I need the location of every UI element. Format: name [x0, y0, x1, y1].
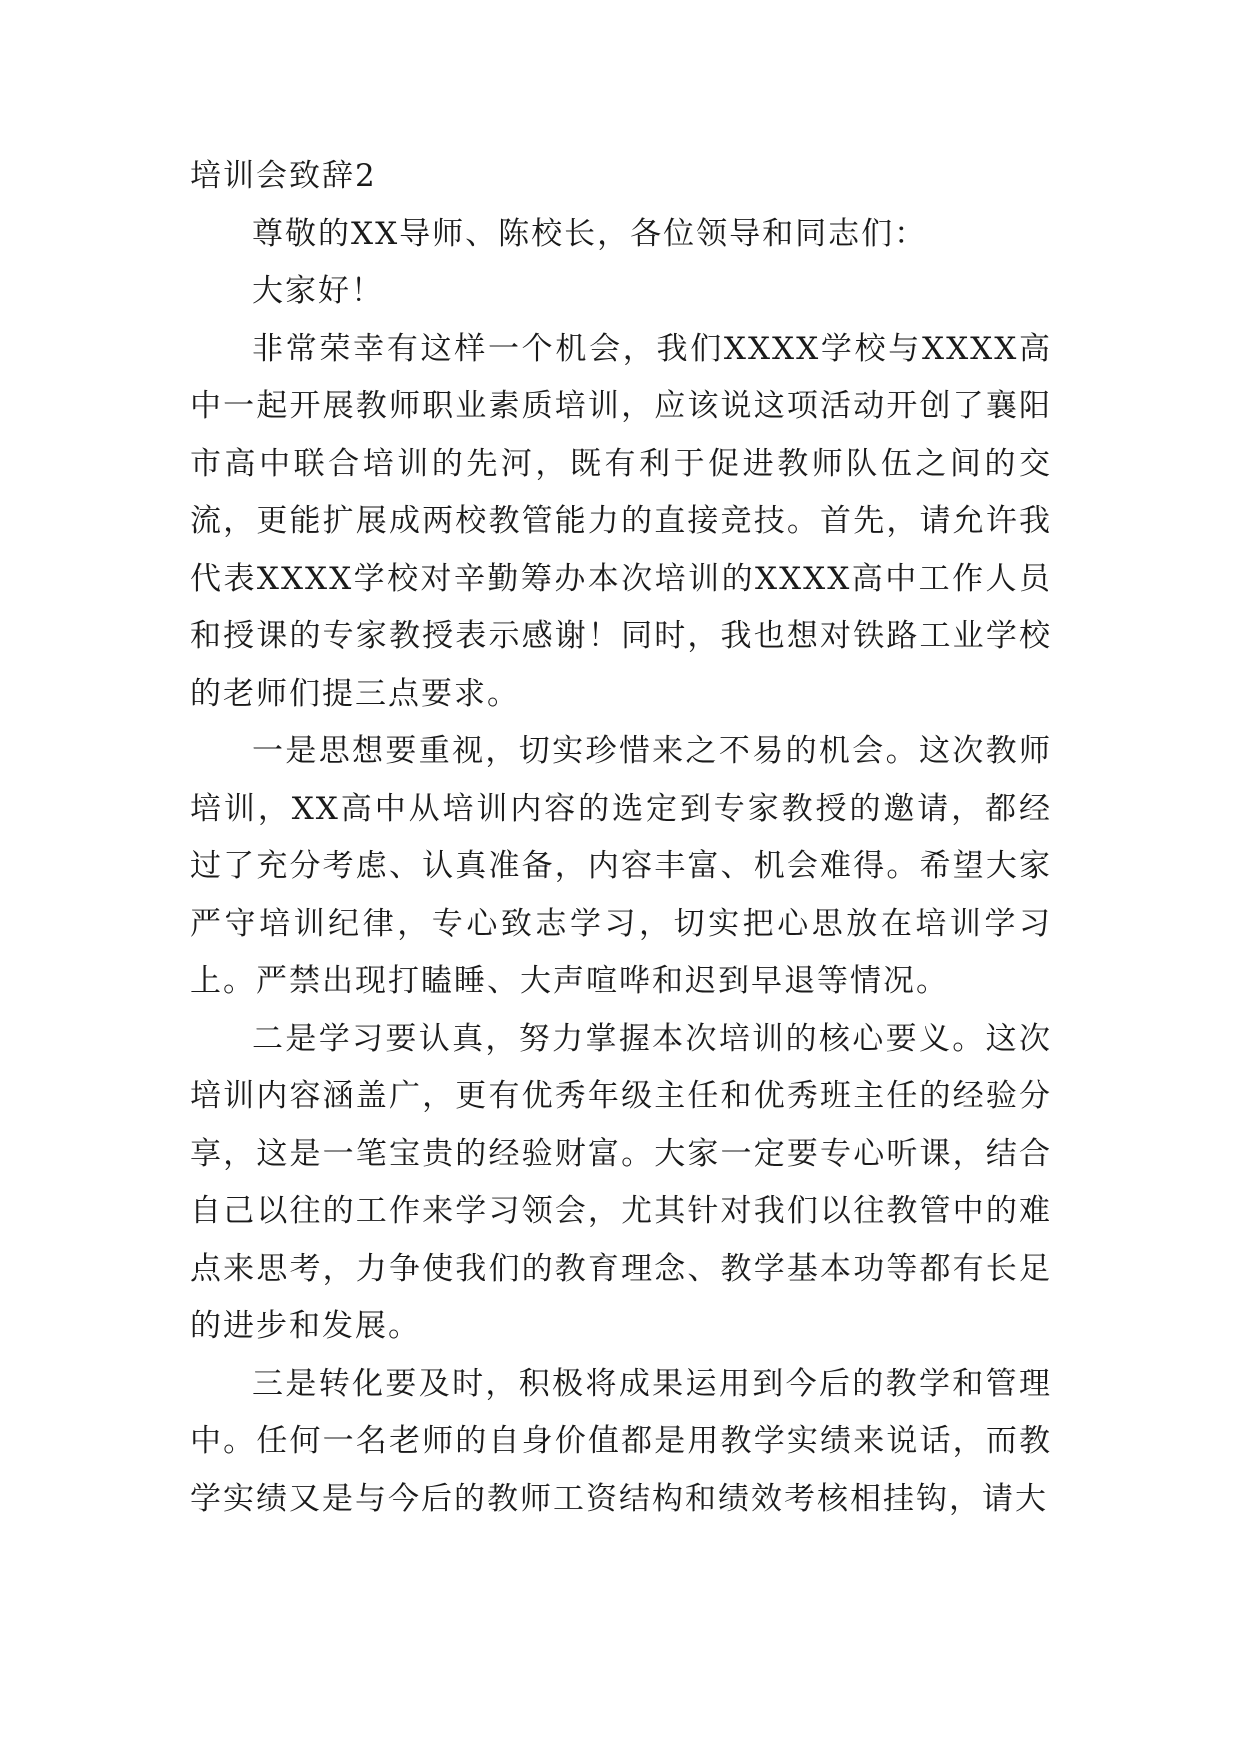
document-title: 培训会致辞2: [190, 158, 377, 194]
salutation: 尊敬的XX导师、陈校长，各位领导和同志们：: [252, 215, 928, 252]
greeting: 大家好！: [252, 273, 384, 309]
paragraph-point-three: 三是转化要及时，积极将成果运用到今后的教学和管理中。任何一名老师的自身价值都是用教学实绩来说话，而教学实绩又是与今后的教师工资结构和绩效考核相挂钩，请大: [190, 1365, 1052, 1517]
document-body: [190, 148, 1052, 1528]
paragraph-point-one: 一是思想要重视，切实珍惜来之不易的机会。这次教师培训，XX高中从培训内容的选定到专家教授的邀请，都经过了充分考虑、认真准备，内容丰富、机会难得。希望大家严守培训纪律，专心致志学习，切实把心思放在培训学习上。严禁出现打瞌睡、大声喧哗和迟到早退等情况。: [190, 733, 1052, 999]
paragraph-point-two: 二是学习要认真，努力掌握本次培训的核心要义。这次培训内容涵盖广，更有优秀年级主任和优秀班主任的经验分享，这是一笔宝贵的经验财富。大家一定要专心听课，结合自己以往的工作来学习领会，尤其针对我们以往教管中的难点来思考，力争使我们的教育理念、教学基本功等都有长足的进步和发展。: [190, 1020, 1052, 1344]
paragraph-intro: 非常荣幸有这样一个机会，我们XXXX学校与XXXX高中一起开展教师职业素质培训，应该说这项活动开创了襄阳市高中联合培训的先河，既有利于促进教师队伍之间的交流，更能扩展成两校教管能力的直接竞技。首先，请允许我代表XXXX学校对辛勤筹办本次培训的XXXX高中工作人员和授课的专家教授表示感谢！同时，我也想对铁路工业学校的老师们提三点要求。: [190, 330, 1052, 712]
